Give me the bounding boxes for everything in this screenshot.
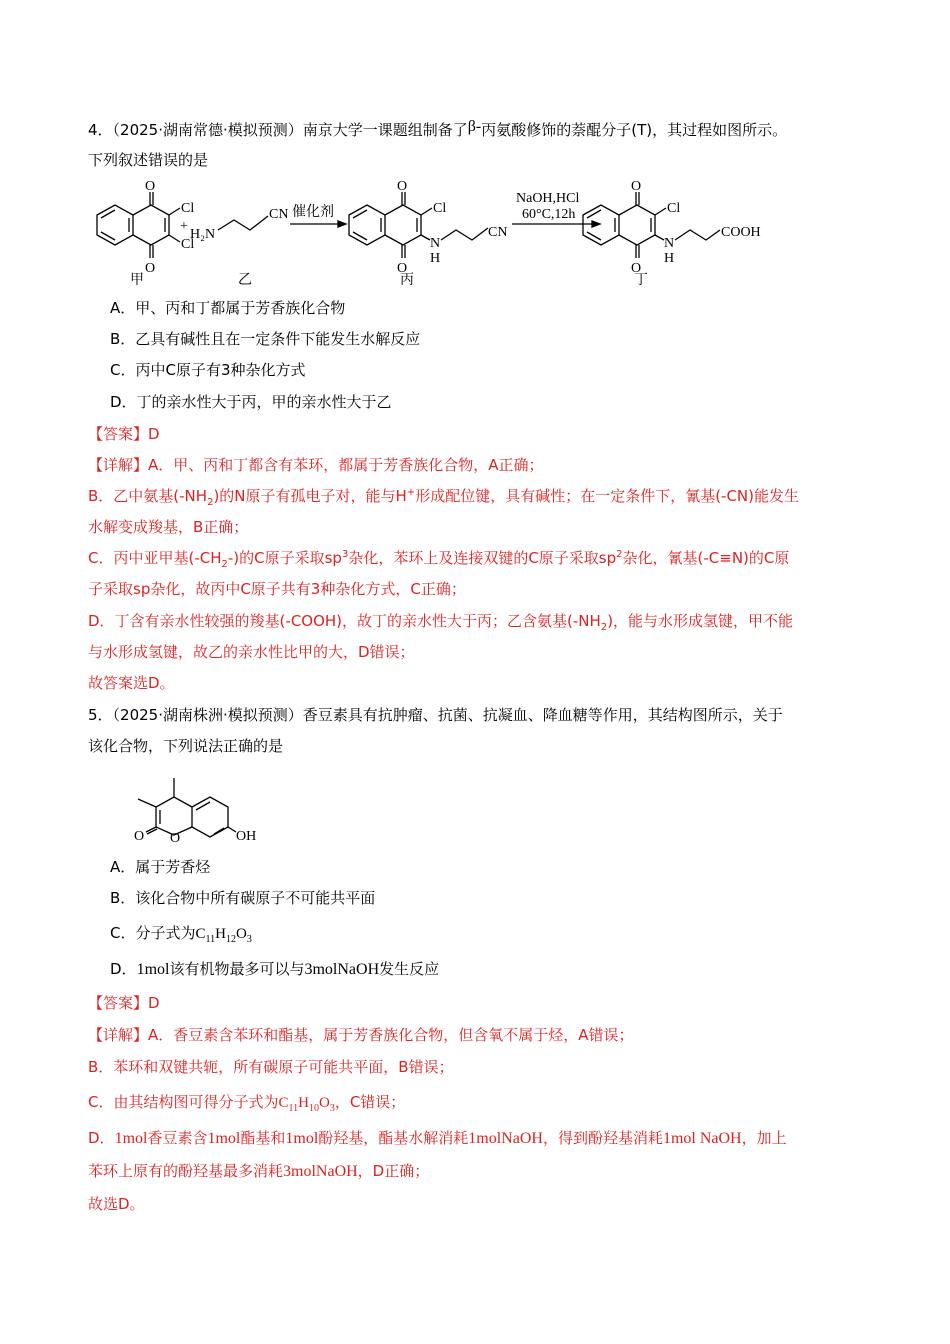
- ding-chlorine: Cl: [667, 201, 681, 216]
- formula-o-count: 3: [246, 934, 252, 945]
- compound-label-jia: 甲: [130, 272, 144, 288]
- q4-option-d: D．丁的亲水性大于丙，甲的亲水性大于乙: [110, 393, 392, 411]
- bing-oxygen-top: O: [397, 179, 408, 194]
- q5-analysis-d-text1: 香豆素含: [147, 1129, 208, 1147]
- q4-conclusion: 故答案选D。: [88, 674, 175, 692]
- q5-analysis-d-text4: ，得到酚羟基消耗: [542, 1129, 663, 1147]
- q4-analysis-c-sub: 2: [221, 559, 228, 570]
- q5-analysis-c: [88, 1092, 405, 1113]
- compound-label-yi: 乙: [238, 272, 252, 288]
- q4-analysis-b-sub: 2: [207, 497, 214, 508]
- ding-carboxyl-group: COOH: [721, 225, 761, 240]
- q5-option-d-3mol: 3molNaOH: [304, 961, 380, 978]
- q4-answer: 【答案】D: [88, 425, 160, 443]
- q5-analysis-d2-text1: 苯环上原有的酚羟基最多消耗: [88, 1162, 284, 1180]
- yi-nitrile-group: CN: [269, 207, 289, 222]
- q5-analysis-b: B．苯环和双键共轭，所有碳原子可能共平面，B错误；: [88, 1058, 454, 1076]
- bing-nitrile-group: CN: [488, 225, 508, 240]
- q5-analysis-d-line2: [88, 1161, 429, 1182]
- q4-analysis-c-text1: C．丙中亚甲基(-CH: [88, 549, 222, 567]
- q5-carbonyl-oxygen: O: [134, 829, 145, 844]
- q5-analysis-c-suffix: ，C错误；: [334, 1093, 406, 1111]
- plus-sign: +: [180, 219, 188, 234]
- reaction-arrow-1: [290, 203, 346, 227]
- jia-oxygen-bottom: O: [145, 261, 156, 276]
- q4-analysis-d-sub: 2: [600, 622, 608, 633]
- q5-analysis-a: 【详解】A．香豆素含苯环和酯基，属于芳香族化合物，但含氧不属于烃，A错误；: [88, 1026, 634, 1044]
- q5-hydroxyl-group: OH: [236, 829, 257, 844]
- arrow1-catalyst-label: 催化剂: [292, 204, 334, 220]
- q5-analysis-d-text3: 酚羟基，酯基水解消耗: [318, 1129, 469, 1147]
- q4-stem-text-b: 丙氨酸修饰的萘醌分子(T)，其过程如图所示。: [481, 121, 788, 139]
- q5-analysis-d2-mol: 3molNaOH: [283, 1163, 358, 1180]
- q4-analysis-b-line2: 水解变成羧基，B正确；: [88, 518, 249, 536]
- q5-option-c-formula: [195, 926, 252, 945]
- q5-analysis-d-line1: [88, 1128, 787, 1149]
- jia-chlorine-bottom: Cl: [181, 237, 195, 252]
- ding-oxygen-top: O: [631, 179, 642, 194]
- compound-label-ding: 丁: [634, 272, 648, 288]
- q5-analysis-d-mol3: 1mol: [285, 1130, 319, 1147]
- bing-chlorine: Cl: [433, 201, 447, 216]
- compound-ding-structure: [583, 179, 761, 288]
- q5-analysis-c-formula: [278, 1095, 335, 1114]
- q4-analysis-b-text3: 形成配位键，具有碱性；在一定条件下，氰基(-CN)能发生: [415, 487, 800, 505]
- q4-analysis-d-text1: D．丁含有亲水性较强的羧基(-COOH)，故丁的亲水性大于丙；乙含氨基(-NH: [88, 612, 601, 630]
- jia-oxygen-top: O: [145, 179, 156, 194]
- q4-analysis-b-text1: B．乙中氨基(-NH: [88, 487, 208, 505]
- q4-stem-line1: [88, 120, 787, 141]
- q5-analysis-d-mol1: 1mol: [114, 1130, 148, 1147]
- formula-o-count: 3: [329, 1103, 335, 1114]
- q5-option-d: [110, 959, 439, 980]
- q5-conclusion: 故选D。: [88, 1195, 145, 1213]
- formula-c-count: 11: [205, 934, 216, 945]
- q5-option-d-label: D．: [110, 960, 137, 978]
- q5-analysis-d-text5: ，加上: [741, 1129, 787, 1147]
- jia-chlorine-top: Cl: [181, 201, 195, 216]
- q5-option-b: B．该化合物中所有碳原子不可能共平面: [110, 889, 376, 907]
- q4-stem-text-a: 4．（2025·湖南常德·模拟预测）南京大学一课题组制备了: [88, 121, 468, 139]
- bing-hydrogen: H: [430, 251, 441, 266]
- ding-nitrogen: N: [664, 236, 675, 251]
- formula-o: O: [318, 1095, 330, 1111]
- q5-analysis-d-mol4: 1molNaOH: [468, 1130, 543, 1147]
- q5-option-d-1mol: 1mol: [136, 961, 170, 978]
- compound-yi-structure: [190, 207, 288, 288]
- yi-amino-group: H₂N: [190, 227, 216, 242]
- q5-stem-line1: 5．（2025·湖南株洲·模拟预测）香豆素具有抗肿瘤、抗菌、抗凝血、降血糖等作用，其结构图所示，关于: [88, 706, 783, 724]
- q5-analysis-c-text: C．由其结构图可得分子式为: [88, 1093, 279, 1111]
- q4-beta-symbol: β-: [467, 118, 482, 135]
- q5-analysis-d-mol2: 1mol: [207, 1130, 241, 1147]
- formula-c: C: [195, 926, 206, 942]
- arrow2-condition-label: 60°C,12h: [522, 207, 576, 222]
- q4-option-b: B．乙具有碱性且在一定条件下能发生水解反应: [110, 330, 421, 348]
- q5-analysis-d2-text2: ，D正确；: [357, 1162, 430, 1180]
- compound-label-bing: 丙: [400, 272, 414, 288]
- formula-c: C: [278, 1095, 289, 1111]
- q5-option-d-text: 该有机物最多可以与: [169, 960, 305, 978]
- q4-analysis-d-line2: 与水形成氢键，故乙的亲水性比甲的大，D错误；: [88, 643, 415, 661]
- formula-h: H: [298, 1095, 309, 1111]
- q4-analysis-d-text2: )，能与水形成氢键，甲不能: [607, 612, 794, 630]
- q4-analysis-c-text3: 杂化，苯环上及连接双键的C原子采取sp: [348, 549, 617, 567]
- q4-analysis-c-sup1: 3: [341, 549, 349, 560]
- q5-answer: 【答案】D: [88, 994, 160, 1012]
- q4-stem-line2: 下列叙述错误的是: [88, 151, 209, 169]
- q5-analysis-d-mol5: 1mol NaOH: [662, 1130, 742, 1147]
- q5-stem-line2: 该化合物，下列说法正确的是: [88, 737, 284, 755]
- ding-hydrogen: H: [664, 251, 675, 266]
- compound-bing-structure: [349, 179, 507, 288]
- bing-oxygen-bottom: O: [397, 261, 408, 276]
- formula-h: H: [215, 926, 226, 942]
- q4-analysis-c-text2: -)的C原子采取sp: [227, 549, 342, 567]
- q5-ring-oxygen: O: [170, 831, 181, 846]
- q4-analysis-c-line1: [88, 548, 789, 568]
- q4-option-a: A．甲、丙和丁都属于芳香族化合物: [110, 299, 346, 317]
- ding-oxygen-bottom: O: [631, 261, 642, 276]
- formula-h-count: 12: [225, 934, 236, 945]
- q4-analysis-c-line2: 子采取sp杂化，故丙中C原子共有3种杂化方式，C正确；: [88, 580, 466, 598]
- formula-h-count: 10: [308, 1103, 319, 1114]
- q5-option-c: [110, 923, 252, 944]
- q4-option-c: C．丙中C原子有3种杂化方式: [110, 361, 306, 379]
- arrow2-reagent-label: NaOH,HCl: [516, 191, 580, 206]
- q4-analysis-b-sup: +: [406, 487, 416, 498]
- q4-analysis-a: 【详解】A．甲、丙和丁都含有苯环，都属于芳香族化合物，A正确；: [88, 456, 544, 474]
- q5-option-a: A．属于芳香烃: [110, 858, 211, 876]
- q5-analysis-d-text2: 酯基和: [240, 1129, 286, 1147]
- q4-reaction-scheme: [84, 172, 784, 292]
- q4-analysis-b-line1: [88, 486, 799, 506]
- reaction-arrow-2: [512, 191, 600, 227]
- q5-option-d-suffix: 发生反应: [379, 960, 440, 978]
- q4-analysis-d-line1: [88, 611, 793, 631]
- q4-analysis-c-sup2: 2: [616, 549, 623, 560]
- q4-analysis-b-text2: )的N原子有孤电子对，能与H: [213, 487, 407, 505]
- q5-option-c-text: C．分子式为: [110, 924, 196, 942]
- formula-c-count: 11: [288, 1103, 299, 1114]
- q5-analysis-d-label: D．: [88, 1129, 115, 1147]
- formula-o: O: [235, 926, 247, 942]
- q4-analysis-c-text4: 杂化，氰基(-C≡N)的C原: [622, 549, 790, 567]
- bing-nitrogen: N: [430, 236, 441, 251]
- q5-coumarin-structure: [86, 758, 276, 850]
